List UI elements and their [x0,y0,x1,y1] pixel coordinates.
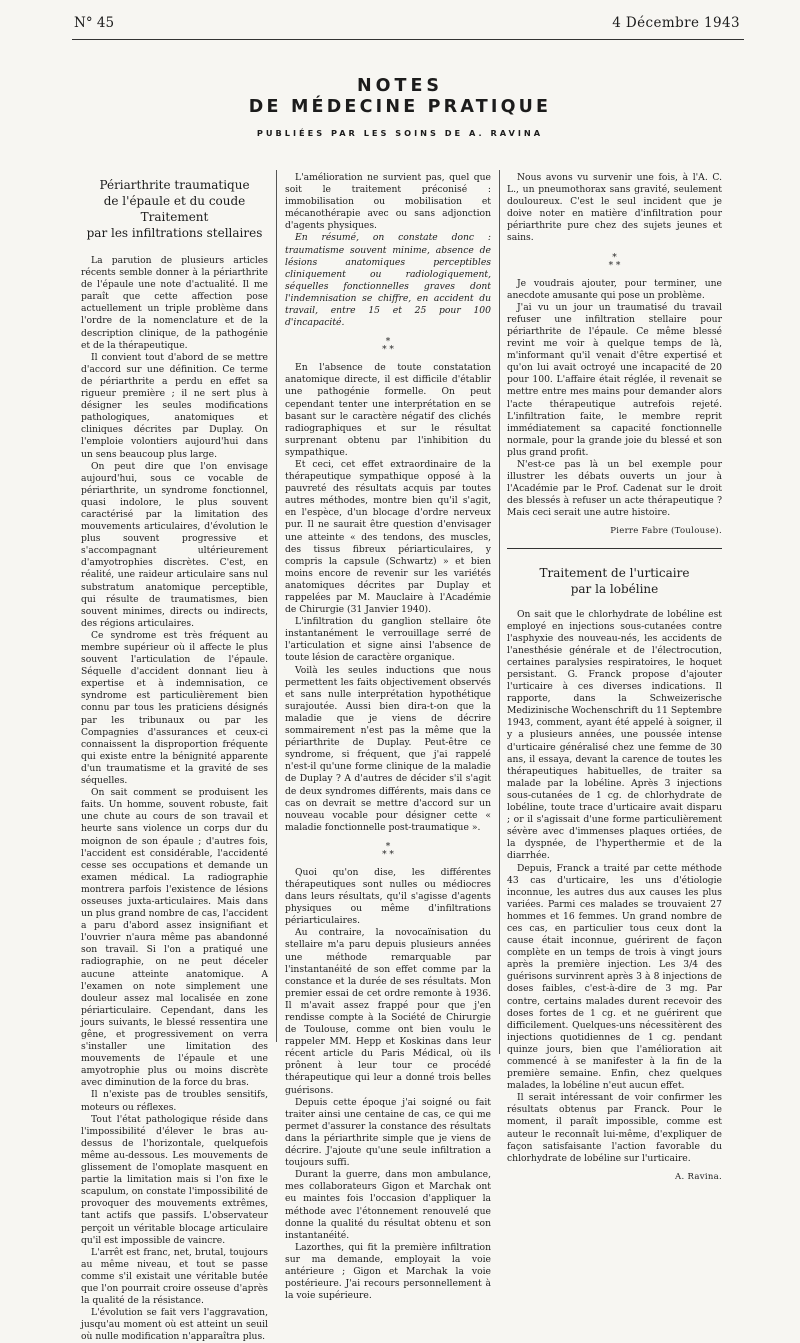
paragraph: On sait que le chlorhydrate de lobéline est employé en injections sous-cutanées contre l'asphyxie des nouveau-nés, les accidents de l'anesthésie générale et de l'électrocution, certaines paralysies respiratoires, le hoquet persistant. G. Franck propose d'ajouter l'urticaire à ces diverses indications. Il rapporte, dans la Schweizerische Medizinische Wochenschrift du 11 Septembre 1943, comment, ayant été appelé à soigner, il y a plusieurs années, une poussée intense d'urticaire généralisé chez une femme de 30 ans, il essaya, devant la carence de toutes les thérapeutiques habituelles, de traiter sa malade par la lobéline. Après 3 injections sous-cutanées de 1 cg. de chlorhydrate de lobéline, toute trace d'urticaire avait disparu ; or il s'agissait d'une forme particulièrement sévère avec d'immenses plaques ortiées, de la dyspnée, de l'hyperthermie et de la diarrhée. [507,608,722,862]
article2-title-line: par la lobéline [570,581,659,596]
column-1 [81,172,268,1343]
paragraph: Ce syndrome est très fréquent au membre supérieur où il affecte le plus souvent l'articulation de l'épaule. Séquelle d'accident donnant lieu à expertise et à indemnisation, ce syndrome est particulièrement bien connu par tous les praticiens désignés par les tribunaux ou par les Compagnies d'assurances et ceux-ci connaissent la disproportion fréquente qui existe entre la bénignité apparente d'un traumatisme et la gravité de ses séquelles. [81,629,268,787]
paragraph: La parution de plusieurs articles récents semble donner à la périarthrite de l'épaule une note d'actualité. Il me paraît que cette affection pose actuellement un triple problème dans l'ordre de la nomenclature et de la description clinique, de la pathogénie et de la thérapeutique. [81,255,268,351]
paragraph: L'arrêt est franc, net, brutal, toujours au même niveau, et tout se passe comme s'il existait une véritable butée que l'on pourrait croire osseuse d'après la qualité de la résistance. [81,1246,268,1307]
paragraph: N'est-ce pas là un bel exemple pour illustrer les débats ouverts un jour à l'Académie par le Prof. Cadenat sur le droit des blessés à refuser un acte thérapeutique ? Mais ceci serait une autre histoire. [507,458,722,519]
article2-title [507,565,722,597]
paragraph: Et ceci, cet effet extraordinaire de la thérapeutique sympathique opposé à la pauvreté des résultats acquis par toutes autres méthodes, montre bien qu'il s'agit, en l'espèce, d'un blocage d'ordre nerveux pur. Il ne saurait être question d'envisager une atteinte « des tendons, des muscles, des tissus fibreux périarticulaires, y compris la capsule (Schwartz) » et bien moins encore de revenir sur les variétés anatomiques décrites par Duplay et rappelées par M. Mauclaire à l'Académie de Chirurgie (31 Janvier 1940). [285,458,491,616]
article1-title-line: de l'épaule et du coude [103,194,246,208]
paragraph: On peut dire que l'on envisage aujourd'hui, sous ce vocable de périarthrite, un syndrome fonctionnel, quasi indolore, le plus souvent caractérisé par la limitation des mouvements articulaires, d'évolution le plus souvent progressive et s'accompagnant ultérieurement d'amyotrophies discrètes. C'est, en réalité, une raideur articulaire sans nul substratum anatomique perceptible, qui résulte de traumatismes, bien souvent minimes, directs ou indirects, des régions articulaires. [81,460,268,629]
column-rule [276,170,277,1042]
article1-title-line: Périarthrite traumatique [99,178,250,192]
paragraph: Quoi qu'on dise, les différentes thérapeutiques sont nulles ou médiocres dans leurs résultats, qu'il s'agisse d'agents physiques ou même d'infiltrations périarticulaires. [285,866,491,927]
summary-paragraph [285,232,491,329]
paragraph: L'évolution se fait vers l'aggravation, jusqu'au moment où est atteint un seuil où nulle modification n'apparaîtra plus. [81,1307,268,1343]
section-separator: * * * [382,337,394,356]
article1-title-line: Traitement [140,210,209,224]
paragraph: En l'absence de toute constatation anatomique directe, il est difficile d'établir une pathogénie formelle. On peut cependant tenter une interprétation en se basant sur le caractère négatif des clichés radiographiques et sur le résultat surprenant obtenu par l'inhibition du sympathique. [285,362,491,458]
summary-text: En résumé, on constate donc : traumatisme souvent minime, absence de lésions anatomiques perceptibles cliniquement ou radiologiquement, séquelles fonctionnelles graves dont l'indemnisation se chiffre, en accident du travail, entre 15 et 25 pour 100 d'incapacité. [285,232,491,329]
section-separator: * * * [608,252,621,271]
paragraph: Tout l'état pathologique réside dans l'impossibilité d'élever le bras au-dessus de l'horizontale, quelquefois même au-dessous. Les mouvements de glissement de l'omoplate masquent en partie la limitation mais si l'on fixe le scapulum, on constate l'impossibilité de provoquer des mouvements extrêmes, tant actifs que passifs. L'observateur perçoit un véritable blocage articulaire qu'il est impossible de vaincre. [81,1113,268,1246]
article2-signature: A. Ravina. [675,1171,722,1182]
section-separator: * * * [382,841,394,860]
column-2 [285,172,491,1302]
paragraph: Nous avons vu survenir une fois, à l'A. C. L., un pneumothorax sans gravité, seulement douloureux. C'est le seul incident que je doive noter en matière d'infiltration pour périarthrite pure chez des sujets jeunes et sains. [507,172,722,244]
paragraph: Voilà les seules inductions que nous permettent les faits objectivement observés et sans nulle interprétation hypothétique surajoutée. Aussi bien dira-t-on que la maladie que je viens de décrire sommairement n'est pas la même que la périarthrite de Duplay. Peut-être ce syndrome, si fréquent, que j'ai rappelé n'est-il qu'une forme clinique de la maladie de Duplay ? A d'autres de décider s'il s'agit de deux syndromes différents, mais dans ce cas on devrait se mettre d'accord sur un nouveau vocable pour désigner cette « maladie fonctionnelle post-traumatique ». [285,664,491,833]
article1-title-line: par les infiltrations stellaires [86,226,263,240]
paragraph: Il serait intéressant de voir confirmer les résultats obtenus par Franck. Pour le moment, il paraît impossible, comme est auteur le reconnaît lui-même, d'expliquer de façon satisfaisante l'action favorable du chlorhydrate de lobéline sur l'urticaire. [507,1092,722,1164]
paragraph: J'ai vu un jour un traumatisé du travail refuser une infiltration stellaire pour périarthrite de l'épaule. Ce même blessé revint me voir à quelque temps de là, m'informant qu'il venait d'être expertisé et qu'on lui avait octroyé une incapacité de 20 pour 100. L'affaire était réglée, il revenait se mettre entre mes mains pour demander alors l'acte thérapeutique autrefois rejeté. L'infiltration faite, le membre reprit immédiatement sa capacité fonctionnelle normale, pour la grande joie du blessé et son plus grand profit. [507,301,722,458]
article1-signature: Pierre Fabre (Toulouse). [610,526,722,537]
masthead-title-line2: DE MÉDECINE PRATIQUE [248,97,552,117]
paragraph: Au contraire, la novocaïnisation du stellaire m'a paru depuis plusieurs années une méthode remarquable par l'instantanéité de son effet comme par la constance et la durée de ses résultats. Mon premier essai de cet ordre remonte à 1936. Il m'avait assez frappé pour que j'en rendisse compte à la Société de Chirurgie de Toulouse, comme ont bien voulu le rappeler MM. Hepp et Koskinas dans leur récent article du Paris Médical, où ils prônent à leur tour ce procédé thérapeutique qui leur a donné trois belles guérisons. [285,927,491,1096]
paragraph: L'infiltration du ganglion stellaire ôte instantanément le verrouillage serré de l'articulation et signe ainsi l'absence de toute lésion de caractère organique. [285,616,491,664]
paragraph: Depuis, Franck a traité par cette méthode 43 cas d'urticaire, les uns d'étiologie inconnue, les autres dus aux causes les plus variées. Parmi ces malades se trouvaient 27 hommes et 16 femmes. Un grand nombre de ces cas, en particulier tous ceux dont la cause était inconnue, guérirent de façon complète en un temps de trois à vingt jours après la première injection. Les 3/4 des guérisons survinrent après 3 à 8 injections de doses faibles, c'est-à-dire de 3 mg. Par contre, certains malades durent recevoir des doses fortes de 1 cg. et ne guérirent que difficilement. Quelques-uns nécessitèrent des injections quotidiennes de 1 cg. pendant quinze jours, bien que l'amélioration ait commencé à se manifester à la fin de la première semaine. Enfin, chez quelques malades, la lobéline n'eut aucun effet. [507,862,722,1092]
issue-number: N° 45 [74,15,115,31]
article-separator-rule [507,548,722,549]
article2-title-line: Traitement de l'urticaire [539,565,690,580]
article1-title [81,177,268,241]
paragraph: On sait comment se produisent les faits. Un homme, souvent robuste, fait une chute au cours de son travail et heurte sans violence un corps dur du moignon de son épaule ; d'autres fois, l'accident est considérable, l'accidenté cesse ses occupations et demande un examen médical. La radiographie montrera parfois l'existence de lésions osseuses juxta-articulaires. Mais dans un plus grand nombre de cas, l'accident a paru d'abord assez insignifiant et l'ouvrier n'aura même pas abandonné son travail. Si l'on a pratiqué une radiographie, on ne peut déceler aucune atteinte anatomique. A l'examen on note simplement une douleur assez mal localisée en zone périarticulaire. Cependant, dans les jours suivants, le blessé ressentira une gêne, et progressivement on verra s'installer une limitation des mouvements de l'épaule et une amyotrophie plus ou moins discrète avec diminution de la force du bras. [81,787,268,1089]
paragraph: Il convient tout d'abord de se mettre d'accord sur une définition. Ce terme de périarthrite a perdu en effet sa rigueur première ; il ne sert plus à désigner les seules modifications pathologiques, anatomiques et cliniques décrites par Duplay. On l'emploie volontiers aujourd'hui dans un sens beaucoup plus large. [81,351,268,460]
column-3 [507,172,722,1182]
paragraph: Depuis cette époque j'ai soigné ou fait traiter ainsi une centaine de cas, ce qui me permet d'assurer la constance des résultats dans la périarthrite simple que je viens de décrire. J'ajoute qu'une seule infiltration a toujours suffi. [285,1096,491,1169]
masthead-title-line1: NOTES [356,76,444,96]
masthead-byline: PUBLIÉES PAR LES SOINS DE A. RAVINA [256,128,544,138]
paragraph: L'amélioration ne survient pas, quel que soit le traitement préconisé : immobilisation ou mobilisation et mécanothérapie avec ou sans adjonction d'agents physiques. [285,172,491,232]
column-rule [499,170,500,1054]
paragraph: Il n'existe pas de troubles sensitifs, moteurs ou réflexes. [81,1089,268,1113]
header-rule [72,39,744,40]
paragraph: Je voudrais ajouter, pour terminer, une anecdote amusante qui pose un problème. [507,277,722,301]
issue-date: 4 Décembre 1943 [612,15,740,31]
paragraph: Lazorthes, qui fit la première infiltration sur ma demande, employait la voie antérieure ; Gigon et Marchak la voie postérieure. J'ai recours personnellement à la voie supérieure. [285,1241,491,1302]
paragraph: Durant la guerre, dans mon ambulance, mes collaborateurs Gigon et Marchak ont eu maintes fois l'occasion d'appliquer la méthode avec l'étonnement renouvelé que donne la qualité du résultat obtenu et son instantanéité. [285,1169,491,1241]
